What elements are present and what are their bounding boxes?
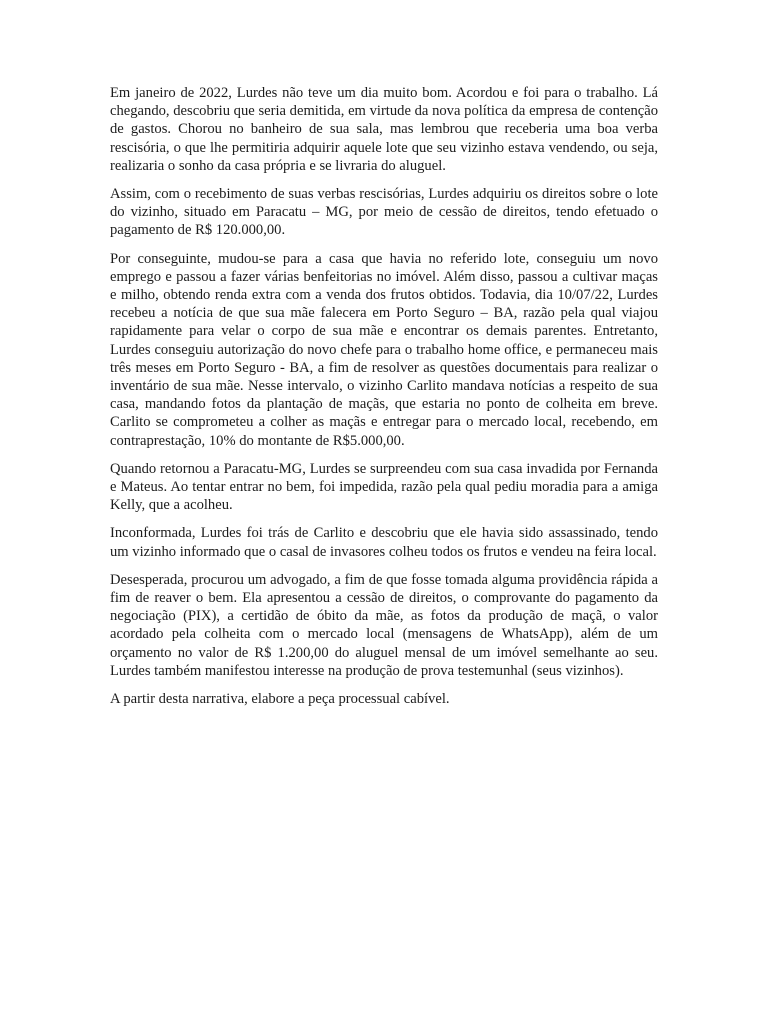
paragraph-1: Em janeiro de 2022, Lurdes não teve um dia muito bom. Acordou e foi para o trabalho. Lá chegando, descobriu que seria demitida, em virtude da nova política da empresa de contenção de gastos. Chorou no banheiro de sua sala, mas lembrou que receberia uma boa verba rescisória, o que lhe permitiria adquirir aquele lote que seu vizinho estava vendendo, ou seja, realizaria o sonho da casa própria e se livraria do aluguel. (110, 85, 658, 174)
paragraph-4: Quando retornou a Paracatu-MG, Lurdes se surpreendeu com sua casa invadida por Fernanda e Mateus. Ao tentar entrar no bem, foi impedida, razão pela qual pediu moradia para a amiga Kelly, que a acolheu. (110, 460, 658, 514)
paragraph-7: A partir desta narrativa, elabore a peça processual cabível. (110, 691, 450, 708)
paragraph-5: Inconformada, Lurdes foi trás de Carlito e descobriu que ele havia sido assassinado, tendo um vizinho informado que o casal de invasores colheu todos os frutos e vendeu na feira local. (110, 525, 658, 560)
paragraph-2: Assim, com o recebimento de suas verbas rescisórias, Lurdes adquiriu os direitos sobre o lote do vizinho, situado em Paracatu – MG, por meio de cessão de direitos, tendo efetuado o pagamento de R$ 120.000,00. (110, 186, 658, 239)
paragraph-3: Por conseguinte, mudou-se para a casa que havia no referido lote, conseguiu um novo emprego e passou a fazer várias benfeitorias no imóvel. Além disso, passou a cultivar maças e milho, obtendo renda extra com a venda dos frutos obtidos. Todavia, dia 10/07/22, Lurdes recebeu a notícia de que sua mãe falecera em Porto Seguro – BA, razão pela qual viajou rapidamente para velar o corpo de sua mãe e encontrar os demais parentes. Entretanto, Lurdes conseguiu autorização do novo chefe para o trabalho home office, e permaneceu mais três meses em Porto Seguro - BA, a fim de resolver as questões documentais para realizar o inventário de sua mãe. Nesse intervalo, o vizinho Carlito mandava notícias a respeito de sua casa, mandando fotos da plantação de maçãs, que estaria no ponto de colheita em breve. Carlito se comprometeu a colher as maçãs e entregar para o mercado local, recebendo, em contraprestação, 10% do montante de R$5.000,00. (110, 250, 658, 449)
paragraph-6: Desesperada, procurou um advogado, a fim de que fosse tomada alguma providência rápida a fim de reaver o bem. Ela apresentou a cessão de direitos, o comprovante do pagamento da negociação (PIX), a certidão de óbito da mãe, as fotos da produção de maçã, o valor acordado pela colheita com o mercado local (mensagens de WhatsApp), além de um orçamento no valor de R$ 1.200,00 do aluguel mensal de um imóvel semelhante ao seu. Lurdes também manifestou interesse na produção de prova testemunhal (seus vizinhos). (110, 571, 658, 679)
